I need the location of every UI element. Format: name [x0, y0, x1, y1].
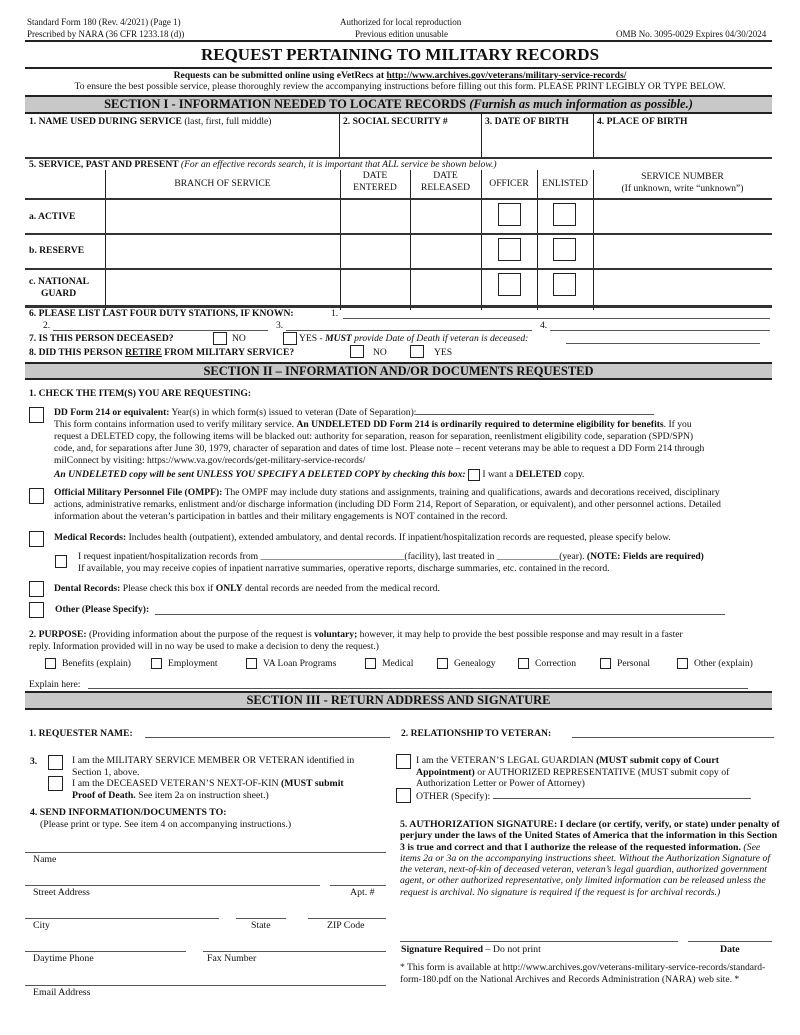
deceased-yes-checkbox[interactable]	[283, 332, 297, 345]
reserve-date-released-input[interactable]	[412, 236, 480, 267]
auth-repro: Authorized for local reproduction	[340, 17, 462, 27]
deceased-no-label: NO	[232, 333, 246, 344]
retire-yes-checkbox[interactable]	[410, 345, 424, 358]
dd214-checkbox[interactable]	[29, 407, 44, 423]
address-zip-label: ZIP Code	[327, 920, 365, 931]
divider	[339, 114, 340, 158]
station-4-input[interactable]	[550, 330, 770, 331]
authorization-statement: 5. AUTHORIZATION SIGNATURE: I declare (or certify, verify, or state) under penalty of perjury under the laws of the United States of America that the information in this Section 3 is true and correct and that I authorize the release of the requested information. (See items 2a or 3a on the accompanying instructions sheet. Without the Authorization Signature of the veteran, next-of-kin of deceased veteran, veteran’s legal guardian, authorized government agent, or other authorized representative, only limited information can be released unless the request is archival. No signature is required if the request is for archival records.)	[400, 819, 780, 898]
address-state-input[interactable]	[236, 918, 286, 919]
guard-service-number-input[interactable]	[595, 271, 771, 304]
name-input[interactable]	[28, 128, 336, 156]
relationship-input[interactable]	[572, 737, 774, 738]
date-of-death-input[interactable]	[566, 343, 760, 344]
evetrecs-link[interactable]: http://www.archives.gov/veterans/military-service-records/	[386, 70, 627, 81]
form-id: Standard Form 180 (Rev. 4/2021) (Page 1)	[27, 17, 181, 27]
active-service-number-input[interactable]	[595, 201, 771, 232]
row-guard-label-2: GUARD	[41, 288, 77, 299]
field-dob-label: 3. DATE OF BIRTH	[485, 116, 569, 127]
divider	[481, 170, 482, 310]
relationship-options-right: I am the VETERAN’S LEGAL GUARDIAN (MUST submit copy of Court Appointment) or AUTHORIZED REPRESENTATIVE (MUST submit copy of Authorization Letter or Power of Attorney) OTHER (Specify):	[416, 755, 786, 802]
address-phone-label: Daytime Phone	[33, 953, 94, 964]
relationship-options-left: I am the MILITARY SERVICE MEMBER OR VETERAN identified in Section 1, above. I am the DECEASED VETERAN’S NEXT-OF-KIN (MUST submit Proof of Death. See item 2a on instruction sheet.)	[72, 755, 355, 801]
address-name-input[interactable]	[25, 852, 386, 853]
address-city-input[interactable]	[25, 918, 219, 919]
purpose-description: 2. PURPOSE: (Providing information about the purpose of the request is voluntary; however, it may help to provide the best possible response and may result in a faster reply. Information provided will in no way be used to make a decision to deny the request.)	[29, 629, 683, 652]
purpose-options	[45, 658, 785, 672]
requester-name-label: 1. REQUESTER NAME:	[29, 728, 133, 739]
address-state-label: State	[251, 920, 271, 931]
signature-label: Signature Required – Do not print	[401, 944, 541, 955]
pob-input[interactable]	[596, 128, 770, 156]
address-street-label: Street Address	[33, 887, 90, 898]
deceased-yes-label: YES - MUST provide Date of Death if veteran is deceased:	[299, 333, 529, 344]
station-1-input[interactable]	[343, 318, 770, 319]
separation-date-input[interactable]	[416, 406, 654, 415]
col-service-number-hint: (If unknown, write “unknown”)	[621, 183, 744, 194]
address-city-label: City	[33, 920, 50, 931]
col-date-released-2: RELEASED	[420, 182, 471, 193]
ssn-input[interactable]	[342, 128, 478, 156]
guard-officer-checkbox[interactable]	[498, 273, 521, 296]
footnote: * This form is available at http://www.archives.gov/veterans-military-service-records/standard-form-180.pdf on the National Archives and Records Administration (NARA) web site. *	[400, 962, 766, 985]
col-service-number: SERVICE NUMBER	[641, 171, 724, 182]
divider	[537, 170, 538, 310]
prev-edition: Previous edition unusable	[355, 29, 448, 39]
ompf-description: Official Military Personnel File (OMPF): The OMPF may include duty stations and assignments, training and qualifications, awards and decorations received, disciplinary actions, administrative remarks, enlistment and/or discharge information (including DD Form 214, Report of Separation, or equivalent), and other personnel actions. Detailed information about the veteran’s participation in battles and their military engagements is NOT contained in the record.	[54, 487, 721, 522]
purpose-genealogy[interactable]: Genealogy	[437, 658, 496, 669]
col-date-entered-1: DATE	[362, 170, 388, 181]
address-phone-input[interactable]	[25, 951, 186, 952]
address-email-label: Email Address	[33, 987, 91, 998]
col-branch: BRANCH OF SERVICE	[174, 178, 271, 189]
address-name-label: Name	[33, 854, 57, 865]
divider	[105, 170, 106, 310]
purpose-va-loan[interactable]: VA Loan Programs	[246, 658, 336, 669]
other-specify-input[interactable]	[155, 614, 725, 615]
guard-date-released-input[interactable]	[412, 271, 480, 304]
row-guard-label-1: c. NATIONAL	[29, 276, 90, 287]
address-email-input[interactable]	[25, 985, 386, 986]
divider	[481, 114, 482, 158]
legal-guardian-checkbox[interactable]	[396, 754, 411, 769]
purpose-correction[interactable]: Correction	[518, 658, 576, 669]
retire-no-checkbox[interactable]	[350, 345, 364, 358]
top-rule	[25, 40, 772, 42]
col-enlisted: ENLISTED	[542, 178, 588, 189]
other-label: Other (Please Specify):	[55, 604, 150, 615]
active-enlisted-checkbox[interactable]	[553, 203, 576, 226]
station-1-num: 1.	[331, 308, 339, 319]
address-fax-label: Fax Number	[207, 953, 257, 964]
date-label: Date	[720, 944, 740, 955]
col-date-entered-2: ENTERED	[353, 182, 397, 193]
address-street-input[interactable]	[25, 885, 320, 886]
page-title: REQUEST PERTAINING TO MILITARY RECORDS	[200, 45, 600, 64]
retire-no-label: NO	[373, 347, 387, 358]
dental-description: Dental Records: Please check this box if ONLY dental records are needed from the medical record.	[54, 583, 440, 594]
other-checkbox[interactable]	[29, 602, 44, 618]
station-2-num: 2.	[43, 320, 51, 331]
other-relationship-input[interactable]	[493, 790, 751, 799]
deceased-no-checkbox[interactable]	[213, 332, 227, 345]
ompf-checkbox[interactable]	[29, 488, 44, 504]
station-3-num: 3.	[276, 320, 284, 331]
deceased-label: 7. IS THIS PERSON DECEASED?	[29, 333, 174, 344]
station-2-input[interactable]	[53, 330, 268, 331]
divider	[25, 233, 772, 235]
check-items-label: 1. CHECK THE ITEM(S) YOU ARE REQUESTING:	[29, 388, 252, 399]
online-notice: Requests can be submitted online using eVetRecs at http://www.archives.gov/veterans/military-service-records/	[173, 70, 627, 81]
active-date-entered-input[interactable]	[342, 201, 409, 232]
omb-number: OMB No. 3095-0029 Expires 04/30/2024	[616, 29, 767, 39]
reserve-officer-checkbox[interactable]	[498, 238, 521, 261]
retire-yes-label: YES	[434, 347, 453, 358]
address-apt-label: Apt. #	[350, 887, 375, 898]
section-2-header: SECTION II – INFORMATION AND/OR DOCUMENTS REQUESTED	[25, 362, 772, 380]
purpose-other[interactable]: Other (explain)	[677, 658, 753, 669]
active-officer-checkbox[interactable]	[498, 203, 521, 226]
purpose-employment[interactable]: Employment	[151, 658, 218, 669]
signature-date-input[interactable]	[688, 941, 772, 942]
prescribed-by: Prescribed by NARA (36 CFR 1233.18 (d))	[27, 29, 185, 39]
active-date-released-input[interactable]	[412, 201, 480, 232]
dental-checkbox[interactable]	[29, 581, 44, 597]
q3-num: 3.	[30, 756, 38, 767]
send-to-hint: (Please print or type. See item 4 on accompanying instructions.)	[40, 819, 292, 830]
guard-branch-input[interactable]	[107, 271, 339, 304]
retire-label: 8. DID THIS PERSON RETIRE FROM MILITARY SERVICE?	[29, 347, 295, 358]
col-date-released-1: DATE	[433, 170, 458, 181]
address-zip-input[interactable]	[308, 918, 386, 919]
field-pob-label: 4. PLACE OF BIRTH	[597, 116, 688, 127]
signature-input[interactable]	[400, 941, 678, 942]
reserve-service-number-input[interactable]	[595, 236, 771, 267]
station-3-input[interactable]	[286, 330, 532, 331]
address-fax-input[interactable]	[203, 951, 386, 952]
title-rule	[25, 67, 772, 69]
deleted-copy-checkbox[interactable]	[468, 469, 480, 481]
inpatient-description: I request inpatient/hospitalization records from ______________________________(facility), last treated in _____________(year). (NOTE: Fields are required) If available, you may receive copies of inpatient narrative summaries, operative reports, discharge summaries, etc. contained in the record.	[78, 551, 704, 574]
col-officer: OFFICER	[489, 178, 529, 189]
send-to-label: 4. SEND INFORMATION/DOCUMENTS TO:	[30, 807, 227, 818]
purpose-medical[interactable]: Medical	[365, 658, 413, 669]
explain-input[interactable]	[88, 688, 748, 689]
divider	[25, 198, 772, 200]
active-branch-input[interactable]	[107, 201, 339, 232]
explain-label: Explain here:	[29, 679, 81, 690]
reserve-branch-input[interactable]	[107, 236, 339, 267]
medical-description: Medical Records: Includes health (outpatient), extended ambulatory, and dental records. If inpatient/hospitalization records are requested, please specify below.	[54, 532, 671, 543]
relationship-label: 2. RELATIONSHIP TO VETERAN:	[401, 728, 552, 739]
other-relationship-checkbox[interactable]	[396, 788, 411, 803]
duty-stations-label: 6. PLEASE LIST LAST FOUR DUTY STATIONS, IF KNOWN:	[29, 308, 294, 319]
inpatient-checkbox[interactable]	[55, 555, 67, 568]
dd214-description: DD Form 214 or equivalent: Year(s) in which form(s) issued to veteran (Date of Separation): This form contains information used to verify military service. An UNDELETED DD Form 214 is ordinarily required to determine eligibility for benefits. If you request a DELETED copy, the following items will be blacked out: authority for separation, reason for separation, reenlistment eligibility code, separation (SPD/SPN) code, and, for separations after June 30, 1979, character of separation and dates of time lost. Please note – recent veterans may be able to request a DD Form 214 through milConnect by visiting: https://www.va.gov/records/get-military-service-records/ An UNDELETED copy will be sent UNLESS YOU SPECIFY A DELETED COPY by checking this box: I want a DELETED copy.	[54, 407, 705, 481]
field-name-label: 1. NAME USED DURING SERVICE (last, first, full middle)	[29, 116, 272, 127]
medical-checkbox[interactable]	[29, 531, 44, 547]
station-4-num: 4.	[540, 320, 548, 331]
reserve-date-entered-input[interactable]	[342, 236, 409, 267]
next-of-kin-checkbox[interactable]	[48, 776, 63, 791]
requester-name-input[interactable]	[145, 737, 390, 738]
dob-input[interactable]	[484, 128, 590, 156]
service-label: 5. SERVICE, PAST AND PRESENT (For an effective records search, it is important that ALL service be shown below.)	[29, 159, 497, 170]
row-active-label: a. ACTIVE	[29, 211, 76, 222]
reserve-enlisted-checkbox[interactable]	[553, 238, 576, 261]
purpose-benefits[interactable]: Benefits (explain)	[45, 658, 131, 669]
field-ssn-label: 2. SOCIAL SECURITY #	[343, 116, 448, 127]
row-reserve-label: b. RESERVE	[29, 245, 85, 256]
divider	[593, 114, 594, 158]
purpose-personal[interactable]: Personal	[600, 658, 650, 669]
address-apt-input[interactable]	[330, 885, 386, 886]
divider	[25, 268, 772, 270]
veteran-checkbox[interactable]	[48, 755, 63, 770]
guard-enlisted-checkbox[interactable]	[553, 273, 576, 296]
instructions-notice: To ensure the best possible service, please thoroughly review the accompanying instructions before filling out this form. PLEASE PRINT LEGIBLY OR TYPE BELOW.	[74, 81, 726, 92]
section-1-header: SECTION I - INFORMATION NEEDED TO LOCATE RECORDS (Furnish as much information as possible.)	[25, 95, 772, 114]
section-3-header: SECTION III - RETURN ADDRESS AND SIGNATURE	[25, 691, 772, 710]
guard-date-entered-input[interactable]	[342, 271, 409, 304]
